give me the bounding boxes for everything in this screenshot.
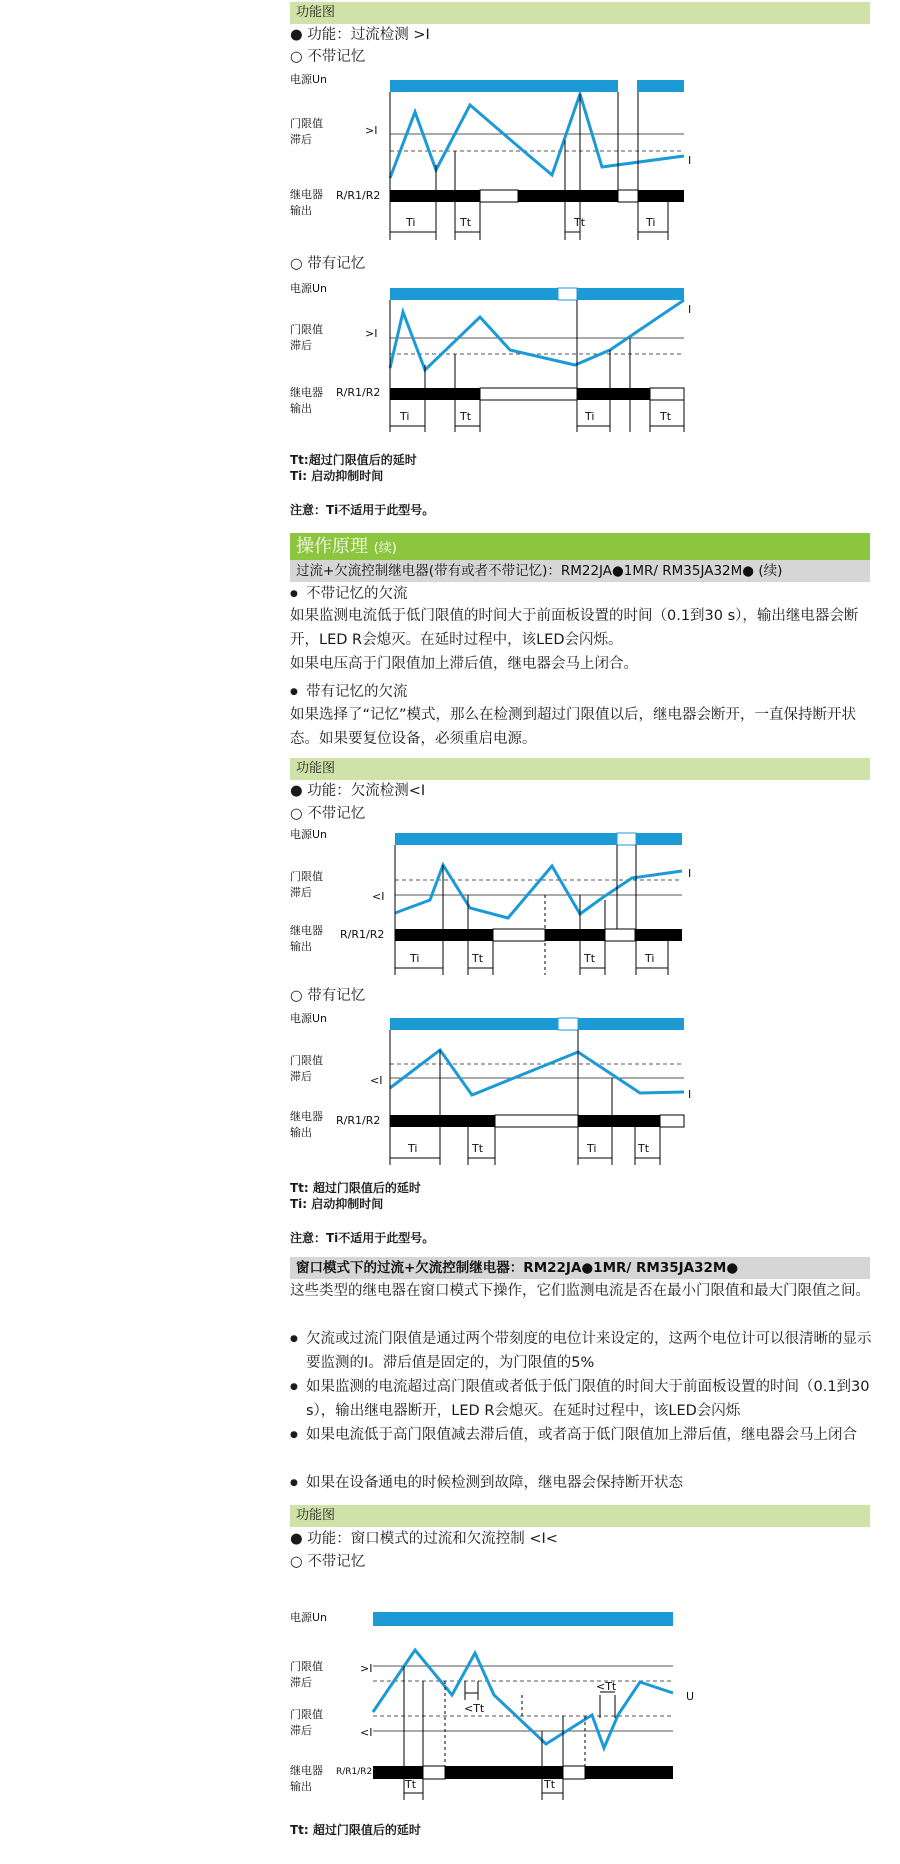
list-item: ● 带有记忆的欠流 bbox=[290, 680, 875, 704]
list-item: ● 不带记忆的欠流 bbox=[290, 582, 875, 606]
ti-label: Ti bbox=[408, 1142, 418, 1155]
paragraph: 如果选择了“记忆”模式，那么在检测到超过门限值以后，继电器会断开，一直保持断开状态。如果要复位设备，必须重启电源。 bbox=[290, 707, 857, 747]
power-label: 电源Un bbox=[290, 1012, 328, 1025]
section-header: 功能图 bbox=[290, 758, 870, 780]
ti-label: Ti bbox=[410, 952, 420, 965]
subsection-title: 窗口模式下的过流+欠流控制继电器：RM22JA●1MR/ RM35JA32M● bbox=[290, 1257, 870, 1279]
i-label: I bbox=[688, 154, 692, 167]
lt-tt-label: <Tt bbox=[596, 1680, 617, 1693]
threshold-label: 门限值 bbox=[290, 1660, 323, 1673]
relay-label: 继电器 bbox=[290, 386, 323, 399]
tt-label: Tt bbox=[460, 216, 472, 229]
hysteresis-label: 滞后 bbox=[290, 1724, 312, 1737]
relay-label: 继电器 bbox=[290, 1110, 323, 1123]
list-item: ● 欠流或过流门限值是通过两个带刻度的电位计来设定的，这两个电位计可以很清晰的显示要监测的I。滞后值是固定的，为门限值的5% bbox=[290, 1327, 875, 1375]
tt-label: Tt bbox=[472, 1142, 484, 1155]
tt-label: Tt bbox=[638, 1142, 650, 1155]
threshold-label: 门限值 bbox=[290, 323, 323, 336]
function-line: ● 功能：窗口模式的过流和欠流控制 <I< bbox=[290, 1531, 558, 1547]
gt-label: >I bbox=[365, 124, 378, 137]
tt-label: Tt bbox=[405, 1778, 417, 1791]
remark: 注意：Ti不适用于此型号。 bbox=[290, 503, 435, 517]
tt-label: Tt bbox=[660, 410, 672, 423]
ti-label: Ti bbox=[585, 410, 595, 423]
relay-closed-bar bbox=[585, 1766, 673, 1779]
threshold-label: 门限值 bbox=[290, 1708, 323, 1721]
tt-note: Tt:超过门限值后的延时 bbox=[290, 453, 417, 467]
ti-label: Ti bbox=[587, 1142, 597, 1155]
mode-label: ○ 带有记忆 bbox=[290, 256, 366, 272]
output-label: 输出 bbox=[290, 1780, 312, 1793]
threshold-label: 门限值 bbox=[290, 117, 323, 130]
paragraph: 这些类型的继电器在窗口模式下操作，它们监测电流是否在最小门限值和最大门限值之间。 bbox=[290, 1283, 870, 1299]
ti-label: Ti bbox=[406, 216, 416, 229]
mode-label: ○ 不带记忆 bbox=[290, 1554, 366, 1570]
relay-open-bar bbox=[423, 1766, 445, 1779]
ti-note: Ti: 启动抑制时间 bbox=[290, 469, 384, 483]
lt-label: <I bbox=[370, 1074, 383, 1087]
gt-label: >I bbox=[365, 327, 378, 340]
gt-label: >I bbox=[360, 1662, 373, 1675]
relay-label: 继电器 bbox=[290, 1764, 323, 1777]
threshold-label: 门限值 bbox=[290, 1054, 323, 1067]
lt-label: <I bbox=[372, 890, 385, 903]
hysteresis-label: 滞后 bbox=[290, 1070, 312, 1083]
rr-label: R/R1/R2 bbox=[336, 386, 381, 399]
tt-note: Tt: 超过门限值后的延时 bbox=[290, 1181, 421, 1195]
power-label: 电源Un bbox=[290, 282, 328, 295]
hysteresis-label: 滞后 bbox=[290, 886, 312, 899]
output-label: 输出 bbox=[290, 204, 312, 217]
lt-label: <I bbox=[360, 1726, 373, 1739]
relay-label: 继电器 bbox=[290, 188, 323, 201]
function-line: ● 功能：欠流检测<I bbox=[290, 783, 426, 799]
paragraph: 如果电压高于门限值加上滞后值，继电器会马上闭合。 bbox=[290, 656, 638, 672]
relay-open-bar bbox=[563, 1766, 585, 1779]
ti-label: Ti bbox=[646, 216, 656, 229]
power-label: 电源Un bbox=[290, 828, 328, 841]
ti-note: Ti: 启动抑制时间 bbox=[290, 1197, 384, 1211]
ti-label: Ti bbox=[400, 410, 410, 423]
mode-label: ○ 不带记忆 bbox=[290, 49, 366, 65]
threshold-label: 门限值 bbox=[290, 870, 323, 883]
tt-note: Tt: 超过门限值后的延时 bbox=[290, 1823, 421, 1837]
ti-label: Ti bbox=[645, 952, 655, 965]
hysteresis-label: 滞后 bbox=[290, 1676, 312, 1689]
output-label: 输出 bbox=[290, 402, 312, 415]
i-label: I bbox=[688, 867, 692, 880]
rr-label: R/R1/R2 bbox=[336, 1767, 373, 1777]
tt-label: Tt bbox=[574, 216, 586, 229]
power-label: 电源Un bbox=[290, 1611, 328, 1624]
list-item: ● 如果电流低于高门限值减去滞后值，或者高于低门限值加上滞后值，继电器会马上闭合 bbox=[290, 1423, 875, 1447]
tt-label: Tt bbox=[472, 952, 484, 965]
mode-label: ○ 带有记忆 bbox=[290, 988, 366, 1004]
rr-label: R/R1/R2 bbox=[340, 928, 385, 941]
hysteresis-label: 滞后 bbox=[290, 133, 312, 146]
power-on-bar bbox=[373, 1612, 673, 1626]
u-label: U bbox=[686, 1690, 695, 1703]
gt-tt-label: <Tt bbox=[464, 1702, 485, 1715]
i-label: I bbox=[688, 303, 692, 316]
subsection-title: 过流+欠流控制继电器(带有或者不带记忆)：RM22JA●1MR/ RM35JA32M● (续) bbox=[290, 560, 870, 582]
i-label: I bbox=[688, 1088, 692, 1101]
list-item: ● 如果监测的电流超过高门限值或者低于低门限值的时间大于前面板设置的时间（0.1到30 s），输出继电器断开，LED R会熄灭。在延时过程中，该LED会闪烁 bbox=[290, 1375, 875, 1423]
list-item: ● 如果在设备通电的时候检测到故障，继电器会保持断开状态 bbox=[290, 1471, 875, 1495]
remark: 注意：Ti不适用于此型号。 bbox=[290, 1231, 435, 1245]
tt-label: Tt bbox=[460, 410, 472, 423]
section-title: 操作原理 (续) bbox=[290, 533, 870, 560]
tt-label: Tt bbox=[544, 1778, 556, 1791]
section-header: 功能图 bbox=[290, 1505, 870, 1527]
tt-label: Tt bbox=[584, 952, 596, 965]
rr-label: R/R1/R2 bbox=[336, 1114, 381, 1127]
relay-label: 继电器 bbox=[290, 924, 323, 937]
output-label: 输出 bbox=[290, 940, 312, 953]
hysteresis-label: 滞后 bbox=[290, 339, 312, 352]
rr-label: R/R1/R2 bbox=[336, 189, 381, 202]
power-label: 电源Un bbox=[290, 73, 328, 86]
function-line: ● 功能：过流检测 >I bbox=[290, 27, 430, 43]
mode-label: ○ 不带记忆 bbox=[290, 806, 366, 822]
paragraph: 如果监测电流低于低门限值的时间大于前面板设置的时间（0.1到30 s），输出继电器会断开，LED R会熄灭。在延时过程中，该LED会闪烁。 bbox=[290, 608, 859, 648]
output-label: 输出 bbox=[290, 1126, 312, 1139]
current-signal bbox=[373, 1650, 673, 1748]
section-header: 功能图 bbox=[290, 2, 870, 24]
